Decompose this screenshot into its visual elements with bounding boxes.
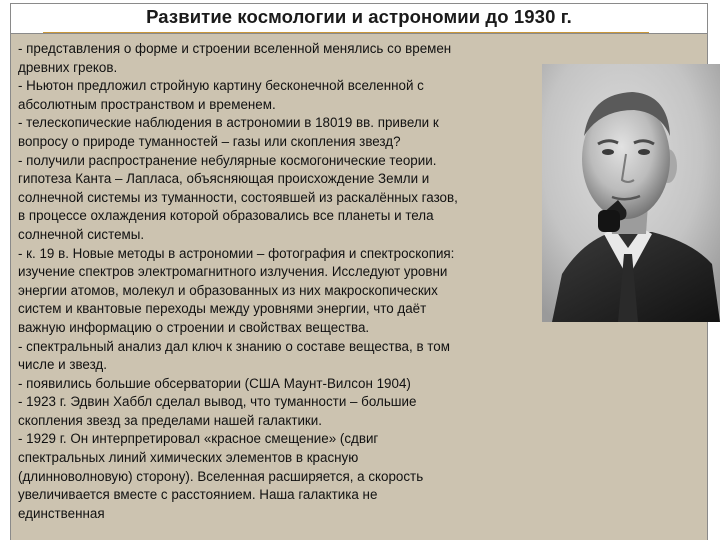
text-line: числе и звезд. [18, 357, 107, 373]
title-bar [10, 3, 708, 33]
text-line: абсолютным пространством и временем. [18, 96, 276, 112]
text-line: спектральных линий химических элементов в красную [18, 450, 359, 466]
text-line: - Ньютон предложил стройную картину бесконечной вселенной с [18, 78, 424, 94]
text-line: - представления о форме и строении вселенной менялись со времен [18, 41, 452, 56]
text-line: - получили распространение небулярные космогонические теории. [18, 152, 437, 168]
text-line: - к. 19 в. Новые методы в астрономии – фотография и спектроскопия: [18, 245, 455, 261]
text-line: - 1923 г. Эдвин Хаббл сделал вывод, что туманности – большие [18, 394, 417, 410]
text-line: древних греков. [18, 59, 118, 75]
text-line: важную информацию о строении и свойствах вещества. [18, 319, 370, 335]
text-line: - появились большие обсерватории (США Маунт-Вилсон 1904) [18, 375, 411, 391]
text-line: солнечной системы. [18, 226, 145, 242]
text-line: в процессе охлаждения которой образовались все планеты и тела [18, 208, 434, 224]
text-line: солнечной системы из туманности, состоявшей из раскалённых газов, [18, 189, 458, 205]
portrait-photo [542, 64, 720, 322]
text-line: изучение спектров электромагнитного излучения. Исследуют уровни [18, 264, 448, 280]
text-line: скопления звезд за пределами нашей галактики. [18, 412, 322, 428]
slide-title: Развитие космологии и астрономии до 1930 г. [146, 6, 572, 27]
text-line: вопросу о природе туманностей – газы или скопления звезд? [18, 133, 401, 149]
text-line: систем и квантовые переходы между уровнями энергии, что даёт [18, 301, 427, 317]
text-line: (длинноволновую) сторону). Вселенная расширяется, а скорость [18, 468, 424, 484]
text-line: энергии атомов, молекул и образованных из них макроскопических [18, 282, 438, 298]
text-line: гипотеза Канта – Лапласа, объясняющая происхождение Земли и [18, 171, 430, 187]
text-line: единственная [18, 505, 105, 521]
portrait-photo-image [542, 64, 720, 322]
text-line: - спектральный анализ дал ключ к знанию о составе вещества, в том [18, 338, 450, 354]
text-line: - 1929 г. Он интерпретировал «красное смещение» (сдвиг [18, 431, 379, 447]
body-text [18, 40, 548, 523]
text-line: увеличивается вместе с расстоянием. Наша галактика не [18, 487, 378, 503]
text-line: - телескопические наблюдения в астрономии в 18019 вв. привели к [18, 115, 439, 131]
